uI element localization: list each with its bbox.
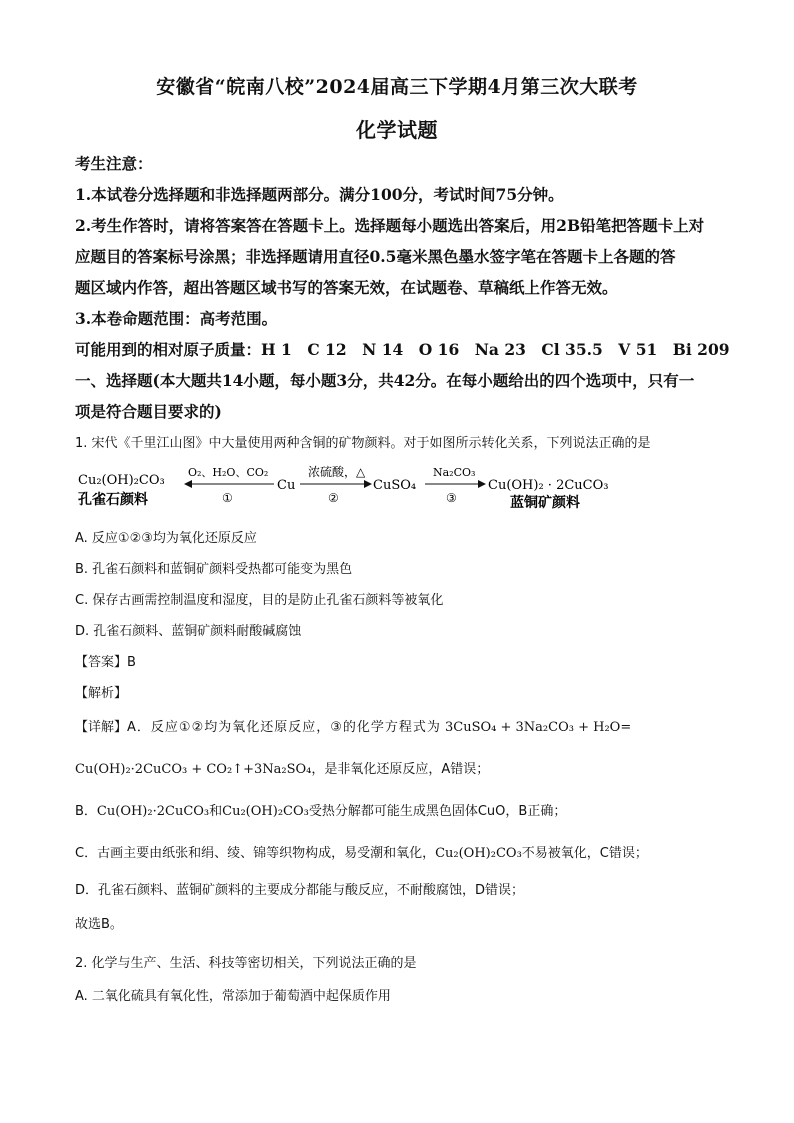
section-heading-line-1: 一、选择题(本大题共14小题，每小题3分，共42分。在每小题给出的四个选项中，只有一 — [75, 371, 695, 390]
detail-a-equation-1: 3CuSO₄ + 3Na₂CO₃ + H₂O= — [445, 720, 632, 735]
exam-subtitle: 化学试题 — [356, 118, 438, 142]
detail-b-formula-1: Cu(OH)₂·2CuCO₃ — [96, 804, 210, 819]
atomic-masses: 可能用到的相对原子质量：H 1 C 12 N 14 O 16 Na 23 Cl 35.5 V 51 Bi 209 — [75, 340, 730, 359]
scheme-arrow1-num: ① — [222, 491, 233, 505]
section-heading-line-2: 项是符合题目要求的) — [75, 402, 222, 421]
q1-option-c: C. 保存古画需控制温度和湿度，目的是防止孔雀石颜料等被氧化 — [75, 593, 444, 608]
q1-detail-a-line-1 — [75, 716, 725, 735]
notice-item-2-line-1: 2.考生作答时，请将答案答在答题卡上。选择题每小题选出答案后，用2B铅笔把答题卡上对 — [75, 216, 705, 235]
q1-option-b: B. 孔雀石颜料和蓝铜矿颜料受热都可能变为黑色 — [75, 562, 353, 577]
scheme-arrow2-num: ② — [328, 491, 339, 505]
scheme-center: Cu — [277, 478, 296, 493]
scheme-left-compound: Cu₂(OH)₂CO₃ — [78, 473, 165, 488]
answer-tag: 【答案】 — [75, 655, 128, 670]
detail-b-and: 和 — [209, 804, 223, 819]
q1-analysis-tag: 【解析】 — [75, 686, 128, 701]
detail-b-prefix: B． — [75, 804, 97, 819]
scheme-arrow1-top: O₂、H₂O、CO₂ — [188, 466, 269, 479]
conversion-scheme — [78, 462, 638, 510]
q2-option-a: A. 二氧化硫具有氧化性，常添加于葡萄酒中起保质作用 — [75, 989, 391, 1004]
answer-value: B — [127, 655, 136, 670]
notice-item-1: 1.本试卷分选择题和非选择题两部分。满分100分，考试时间75分钟。 — [75, 185, 564, 204]
scheme-arrow2-top: 浓硫酸，△ — [308, 465, 366, 479]
q1-detail-c — [75, 842, 725, 861]
detail-a-equation-2: Cu(OH)₂·2CuCO₃ + CO₂↑+3Na₂SO₄ — [75, 762, 312, 777]
scheme-left-label: 孔雀石颜料 — [78, 492, 148, 508]
q1-answer — [75, 651, 725, 670]
q1-detail-a-line-2 — [75, 758, 725, 777]
q1-option-d: D. 孔雀石颜料、蓝铜矿颜料耐酸碱腐蚀 — [75, 624, 302, 639]
q1-stem: 1. 宋代《千里江山图》中大量使用两种含铜的矿物颜料。对于如图所示转化关系，下列说法正确的是 — [75, 436, 651, 451]
q1-conclusion: 故选B。 — [75, 917, 123, 932]
detail-tag: 【详解】 — [75, 720, 128, 735]
notice-item-2-line-2: 应题目的答案标号涂黑；非选择题请用直径0.5毫米黑色墨水签字笔在答题卡上各题的答 — [75, 247, 676, 266]
notice-item-2-line-3: 题区域内作答，超出答题区域书写的答案无效，在试题卷、草稿纸上作答无效。 — [75, 278, 618, 297]
detail-a-text: A．反应①②均为氧化还原反应，③的化学方程式为 — [127, 720, 441, 735]
scheme-right-label: 蓝铜矿颜料 — [510, 495, 580, 510]
detail-c-formula: Cu₂(OH)₂CO₃ — [435, 846, 522, 861]
detail-b-suffix: 受热分解都可能生成黑色固体CuO，B正确； — [308, 804, 567, 819]
detail-a-text-2: ，是非氧化还原反应，A错误； — [311, 762, 490, 777]
notice-heading: 考生注意： — [75, 154, 153, 173]
detail-b-formula-2: Cu₂(OH)₂CO₃ — [222, 804, 309, 819]
scheme-arrow3-num: ③ — [446, 491, 457, 505]
exam-title: 安徽省“皖南八校”2024届高三下学期4月第三次大联考 — [156, 76, 638, 98]
q2-stem: 2. 化学与生产、生活、科技等密切相关，下列说法正确的是 — [75, 956, 417, 971]
scheme-mid-compound: CuSO₄ — [373, 478, 417, 493]
q1-detail-d: D．孔雀石颜料、蓝铜矿颜料的主要成分都能与酸反应，不耐酸腐蚀，D错误； — [75, 883, 525, 898]
scheme-arrow2-head — [364, 480, 372, 488]
detail-c-suffix: 不易被氧化，C错误； — [521, 846, 648, 861]
q1-option-a: A. 反应①②③均为氧化还原反应 — [75, 531, 257, 546]
q1-detail-b — [75, 800, 725, 819]
scheme-arrow3-top: Na₂CO₃ — [433, 466, 476, 479]
scheme-arrow1-head — [184, 480, 192, 488]
scheme-right-compound: Cu(OH)₂ · 2CuCO₃ — [488, 478, 609, 493]
notice-item-3: 3.本卷命题范围：高考范围。 — [75, 309, 278, 328]
detail-c-prefix: C．古画主要由纸张和绢、绫、锦等织物构成，易受潮和氧化， — [75, 846, 436, 861]
scheme-arrow3-head — [478, 480, 486, 488]
